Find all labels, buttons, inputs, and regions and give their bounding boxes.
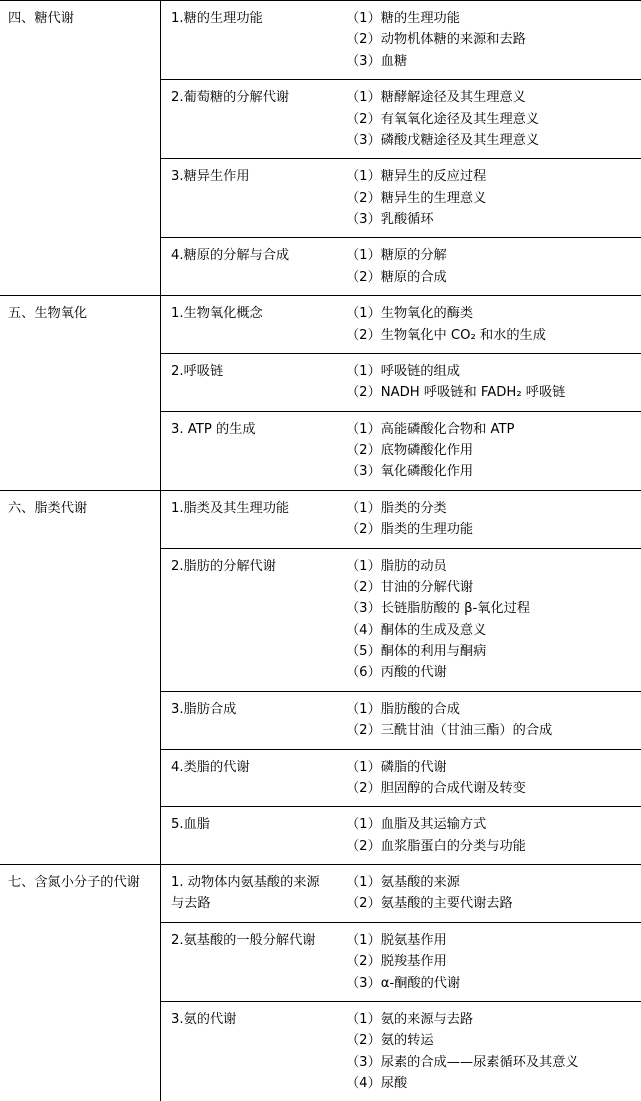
point-item: （4）尿酸 [346,1073,635,1094]
point-item: （2）底物磷酸化作用 [346,440,635,461]
topic-label: 2.脂肪的分解代谢 [161,549,336,584]
point-item: （3）长链脂肪酸的 β-氧化过程 [346,598,635,619]
topic-cell [161,238,336,295]
table-row [161,80,641,159]
point-item: （1）呼吸链的组成 [346,361,635,382]
topic-cell [161,691,336,749]
section-title-cell [0,490,161,864]
point-item: （1）糖的生理功能 [346,8,635,29]
points-cell [336,807,641,864]
topic-label: 5.血脂 [161,807,336,842]
section-title-cell [0,865,161,1101]
table-row [161,548,641,691]
points-cell [336,749,641,807]
points-cell [336,238,641,295]
topic-cell [161,296,336,353]
section-title-cell [0,296,161,490]
topic-cell [161,1,336,80]
points-cell [336,491,641,548]
topic-label: 4.糖原的分解与合成 [161,238,336,273]
point-item: （6）丙酸的代谢 [346,662,635,683]
point-item: （2）氨基酸的主要代谢去路 [346,893,635,914]
points-cell [336,865,641,922]
point-item: （3）乳酸循环 [346,209,635,230]
points-cell [336,353,641,411]
points-cell [336,159,641,238]
topic-label: 1.生物氧化概念 [161,296,336,331]
topic-cell [161,548,336,691]
point-item: （2）氨的转运 [346,1030,635,1051]
section-title: 七、含氮小分子的代谢 [0,865,160,900]
point-item: （1）氨的来源与去路 [346,1009,635,1030]
table-row [161,922,641,1001]
syllabus-section [0,490,641,864]
topic-cell [161,865,336,922]
points-cell [336,296,641,353]
point-item: （2）有氧氧化途径及其生理意义 [346,109,635,130]
point-item: （2）NADH 呼吸链和 FADH₂ 呼吸链 [346,382,635,403]
point-item: （3）血糖 [346,51,635,72]
section-title: 五、生物氧化 [0,296,160,331]
topic-label: 1. 动物体内氨基酸的来源与去路 [161,865,336,922]
point-item: （4）酮体的生成及意义 [346,620,635,641]
topic-label: 3.糖异生作用 [161,159,336,194]
table-row [161,865,641,922]
table-row [161,749,641,807]
section-body [161,296,641,490]
table-row [161,807,641,864]
topic-label: 1.糖的生理功能 [161,1,336,36]
section-title: 六、脂类代谢 [0,491,160,526]
topic-cell [161,80,336,159]
table-row [161,238,641,295]
points-cell [336,1,641,80]
topic-cell [161,491,336,548]
syllabus-section [0,864,641,1101]
table-row [161,296,641,353]
point-item: （1）糖原的分解 [346,245,635,266]
topic-cell [161,922,336,1001]
section-body [161,1,641,296]
table-row [161,491,641,548]
point-item: （3）尿素的合成——尿素循环及其意义 [346,1052,635,1073]
section-body [161,490,641,864]
section-title-cell [0,1,161,296]
point-item: （2）动物机体糖的来源和去路 [346,29,635,50]
point-item: （2）脂类的生理功能 [346,519,635,540]
topic-cell [161,353,336,411]
point-item: （2）血浆脂蛋白的分类与功能 [346,836,635,857]
section-body [161,865,641,1101]
syllabus-section [0,0,641,295]
topic-label: 3.脂肪合成 [161,692,336,727]
point-item: （2）三酰甘油（甘油三酯）的合成 [346,720,635,741]
points-cell [336,80,641,159]
table-row [161,691,641,749]
table-row [161,411,641,490]
topic-label: 2.呼吸链 [161,354,336,389]
point-item: （1）糖异生的反应过程 [346,166,635,187]
point-item: （1）脱氨基作用 [346,930,635,951]
point-item: （5）酮体的利用与酮病 [346,641,635,662]
topic-label: 1.脂类及其生理功能 [161,491,336,526]
point-item: （2）甘油的分解代谢 [346,577,635,598]
point-item: （2）胆固醇的合成代谢及转变 [346,778,635,799]
point-item: （1）脂肪酸的合成 [346,699,635,720]
point-item: （2）糖异生的生理意义 [346,188,635,209]
point-item: （1）血脂及其运输方式 [346,814,635,835]
section-title: 四、糖代谢 [0,1,160,36]
topic-label: 2.氨基酸的一般分解代谢 [161,923,336,958]
points-cell [336,691,641,749]
point-item: （1）高能磷酸化合物和 ATP [346,419,635,440]
topic-cell [161,749,336,807]
topic-label: 4.类脂的代谢 [161,750,336,785]
table-row [161,1,641,80]
table-row [161,1001,641,1101]
point-item: （1）磷脂的代谢 [346,757,635,778]
topic-cell [161,159,336,238]
topic-cell [161,807,336,864]
table-row [161,159,641,238]
topic-label: 2.葡萄糖的分解代谢 [161,80,336,115]
point-item: （1）生物氧化的酶类 [346,303,635,324]
point-item: （1）脂肪的动员 [346,556,635,577]
topic-cell [161,1001,336,1101]
point-item: （3）氧化磷酸化作用 [346,461,635,482]
topic-cell [161,411,336,490]
point-item: （1）氨基酸的来源 [346,872,635,893]
point-item: （2）生物氧化中 CO₂ 和水的生成 [346,325,635,346]
topic-label: 3.氨的代谢 [161,1002,336,1037]
points-cell [336,922,641,1001]
point-item: （2）糖原的合成 [346,267,635,288]
points-cell [336,411,641,490]
point-item: （1）脂类的分类 [346,498,635,519]
point-item: （1）糖酵解途径及其生理意义 [346,87,635,108]
point-item: （3）α-酮酸的代谢 [346,973,635,994]
topic-label: 3. ATP 的生成 [161,412,336,447]
points-cell [336,1001,641,1101]
points-cell [336,548,641,691]
point-item: （3）磷酸戊糖途径及其生理意义 [346,130,635,151]
table-row [161,353,641,411]
point-item: （2）脱羧基作用 [346,951,635,972]
syllabus-section [0,295,641,490]
